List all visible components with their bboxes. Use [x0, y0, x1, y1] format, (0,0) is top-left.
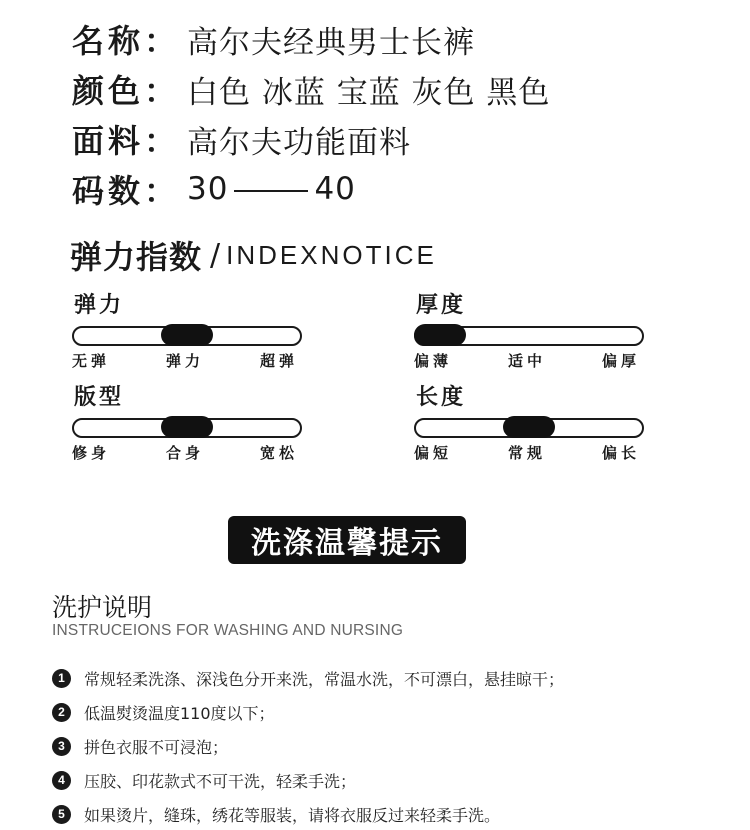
care-item-number-badge: 1 [52, 669, 71, 688]
care-item [52, 798, 500, 830]
spec-name-label: 名称： [72, 22, 181, 60]
spec-color-value: 白色 冰蓝 宝蓝 灰色 黑色 [187, 74, 551, 111]
meter-fit-name: 版型 [74, 385, 125, 410]
size-from: 30 [187, 171, 229, 207]
care-title: 洗护说明 [52, 593, 153, 622]
spec-fabric-value: 高尔夫功能面料 [187, 124, 411, 161]
care-item-number-badge: 5 [52, 805, 71, 824]
care-item [52, 730, 228, 762]
care-item-text: 常规轻柔洗涤、深浅色分开来洗，常温水洗，不可漂白，悬挂晾干； [84, 669, 565, 689]
care-item [52, 696, 275, 728]
spec-color-row [72, 66, 550, 112]
care-item-number-badge: 3 [52, 737, 71, 756]
index-title-slash: / [210, 237, 221, 273]
washing-tips-banner: 洗涤温馨提示 [228, 516, 466, 564]
meter-length-tick-high: 偏长 [602, 444, 641, 462]
meter-thickness [414, 288, 646, 370]
spec-fabric-label: 面料： [72, 122, 181, 160]
meter-fit [72, 380, 304, 462]
meter-thickness-tick-mid: 适中 [508, 352, 547, 370]
size-to: 40 [314, 171, 356, 207]
care-subtitle: INSTRUCEIONS FOR WASHING AND NURSING [52, 622, 404, 639]
care-item-number-badge: 4 [52, 771, 71, 790]
index-section-title [70, 232, 437, 278]
care-item-text: 压胶、印花款式不可干洗，轻柔手洗； [84, 771, 357, 791]
care-item [52, 764, 356, 796]
meter-thickness-name: 厚度 [416, 293, 467, 318]
care-item-number-badge: 2 [52, 703, 71, 722]
index-title-en: INDEXNOTICE [226, 239, 437, 270]
spec-size-label: 码数： [72, 172, 181, 210]
meter-thickness-knob [414, 324, 466, 346]
meter-length-name: 长度 [416, 385, 467, 410]
meter-elasticity-tick-mid: 弹力 [166, 352, 205, 370]
meter-thickness-tick-low: 偏薄 [414, 352, 453, 370]
care-item-text: 低温熨烫温度110度以下； [84, 703, 275, 723]
care-item [52, 662, 564, 694]
meter-elasticity-tick-low: 无弹 [72, 352, 111, 370]
meter-length-tick-mid: 常规 [508, 444, 547, 462]
spec-name-value: 高尔夫经典男士长裤 [187, 24, 475, 61]
meter-fit-knob [161, 416, 213, 438]
meter-elasticity-tick-high: 超弹 [260, 352, 299, 370]
meter-elasticity [72, 288, 304, 370]
spec-name-row [72, 16, 475, 62]
care-item-text: 拼色衣服不可浸泡； [84, 737, 229, 757]
meter-length-knob [503, 416, 555, 438]
index-title-cn: 弹力指数 [70, 238, 203, 276]
spec-size-row [72, 166, 356, 212]
meter-fit-tick-mid: 合身 [166, 444, 205, 462]
meter-thickness-tick-high: 偏厚 [602, 352, 641, 370]
spec-fabric-row [72, 116, 411, 162]
size-range-dash [234, 190, 308, 192]
meter-fit-tick-high: 宽松 [260, 444, 299, 462]
meter-length-tick-low: 偏短 [414, 444, 453, 462]
meter-fit-tick-low: 修身 [72, 444, 111, 462]
meter-length [414, 380, 646, 462]
meter-elasticity-name: 弹力 [74, 293, 125, 318]
spec-color-label: 颜色： [72, 72, 181, 110]
meter-elasticity-knob [161, 324, 213, 346]
spec-size-value [187, 171, 356, 207]
care-item-text: 如果烫片，缝珠，绣花等服装，请将衣服反过来轻柔手洗。 [84, 805, 501, 825]
